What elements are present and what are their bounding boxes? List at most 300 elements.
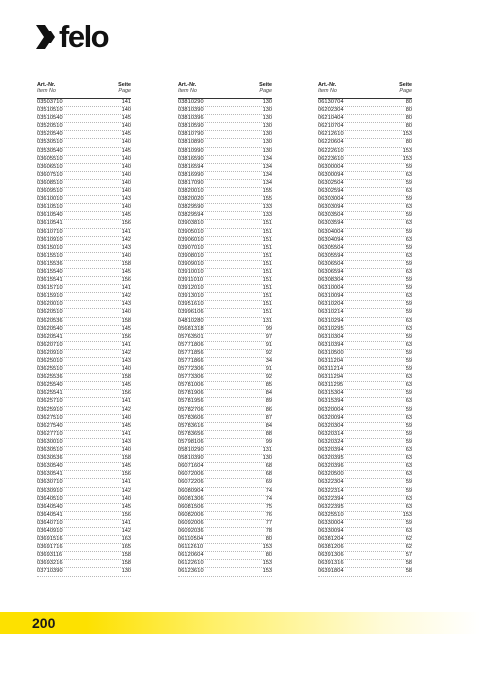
item-number: 03630710 <box>37 479 63 486</box>
page-reference: 59 <box>405 260 412 267</box>
table-row <box>37 196 131 204</box>
page-reference: 34 <box>265 358 272 364</box>
page-header-en: Page <box>118 88 131 94</box>
table-row <box>37 326 131 334</box>
table-row <box>178 496 272 504</box>
table-row <box>318 463 412 471</box>
page-header-de: Seite <box>399 82 412 88</box>
item-number: 03829594 <box>178 212 204 219</box>
table-row <box>318 285 412 293</box>
item-number: 03693116 <box>37 552 63 559</box>
item-number: 03607510 <box>37 171 63 178</box>
item-number: 03630536 <box>37 455 63 462</box>
page-reference: 63 <box>405 503 412 510</box>
table-row <box>178 334 272 342</box>
item-number: 03816590 <box>178 155 204 162</box>
item-number: 06072006 <box>178 471 204 478</box>
table-row <box>178 180 272 188</box>
page-reference: 140 <box>121 447 131 454</box>
item-number: 06303094 <box>318 204 344 211</box>
item-number: 03620510 <box>37 309 63 316</box>
table-row <box>178 188 272 196</box>
table-row <box>318 115 412 123</box>
item-number: 06304004 <box>318 228 344 235</box>
page-reference: 74 <box>265 487 272 494</box>
page-reference: 59 <box>405 163 412 170</box>
table-row <box>178 107 272 115</box>
item-number: 03911010 <box>178 277 204 284</box>
column-header <box>37 82 131 98</box>
table-row <box>318 318 412 326</box>
article-header-en: Item No <box>318 88 337 94</box>
item-number: 03905010 <box>178 228 204 235</box>
table-row <box>318 188 412 196</box>
table-row <box>37 342 131 350</box>
item-number: 06391316 <box>318 560 344 567</box>
table-row <box>178 374 272 382</box>
table-row <box>178 536 272 544</box>
index-column-2 <box>178 82 272 577</box>
item-number: 03615010 <box>37 244 63 251</box>
table-row <box>37 374 131 382</box>
page-reference: 141 <box>121 341 131 348</box>
item-number: 06302504 <box>318 179 344 186</box>
page-reference: 140 <box>121 171 131 178</box>
item-number: 06112610 <box>178 544 204 551</box>
table-row <box>178 196 272 204</box>
item-number: 03910010 <box>178 268 204 275</box>
table-row <box>178 261 272 269</box>
table-row <box>37 293 131 301</box>
table-row <box>37 350 131 358</box>
table-row <box>318 407 412 415</box>
page-reference: 130 <box>262 107 272 114</box>
page-reference: 153 <box>402 131 412 138</box>
item-number: 06071604 <box>178 463 204 470</box>
page-reference: 80 <box>405 115 412 122</box>
item-number: 06310394 <box>318 341 344 348</box>
page-reference: 151 <box>262 277 272 284</box>
item-number: 03630540 <box>37 463 63 470</box>
page-reference: 78 <box>265 527 272 534</box>
item-number: 06315394 <box>318 398 344 405</box>
item-number: 06212610 <box>318 131 344 138</box>
page-reference: 140 <box>121 107 131 114</box>
page-reference: 58 <box>405 560 412 567</box>
page-reference: 59 <box>405 519 412 526</box>
page-header-en: Page <box>259 88 272 94</box>
item-number: 03605510 <box>37 155 63 162</box>
table-row <box>318 107 412 115</box>
item-number: 03610710 <box>37 228 63 235</box>
page-reference: 63 <box>405 325 412 332</box>
item-number: 03610910 <box>37 236 63 243</box>
item-number: 06330094 <box>318 527 344 534</box>
footer-color-band <box>0 612 480 634</box>
item-number: 06320314 <box>318 430 344 437</box>
table-row <box>37 439 131 447</box>
item-number: 06306504 <box>318 260 344 267</box>
table-row <box>37 156 131 164</box>
table-row <box>318 172 412 180</box>
page-reference: 140 <box>121 414 131 421</box>
item-number: 03530540 <box>37 147 63 154</box>
item-number: 03510540 <box>37 115 63 122</box>
table-row <box>178 309 272 317</box>
table-row <box>318 455 412 463</box>
item-number: 05810290 <box>178 447 204 454</box>
item-number: 05771866 <box>178 358 204 364</box>
item-number: 06303004 <box>318 196 344 203</box>
item-number: 03625010 <box>37 358 63 364</box>
table-row <box>178 172 272 180</box>
brand-name: felo <box>59 19 109 54</box>
page-reference: 151 <box>262 268 272 275</box>
page-reference: 86 <box>265 406 272 413</box>
page-header <box>118 82 131 94</box>
table-row <box>178 366 272 374</box>
page-reference: 142 <box>121 293 131 300</box>
item-number: 03503710 <box>37 99 63 105</box>
table-row <box>318 536 412 544</box>
table-row <box>178 164 272 172</box>
table-row <box>318 471 412 479</box>
page-reference: 134 <box>262 179 272 186</box>
table-row <box>37 204 131 212</box>
table-row <box>318 342 412 350</box>
table-row <box>37 277 131 285</box>
table-row <box>178 123 272 131</box>
table-row <box>318 374 412 382</box>
item-number: 03640910 <box>37 527 63 534</box>
page-reference: 63 <box>405 455 412 462</box>
page-reference: 59 <box>405 333 412 340</box>
table-row <box>178 455 272 463</box>
table-row <box>37 318 131 326</box>
item-number: 05771856 <box>178 349 204 356</box>
item-number: 06330004 <box>318 519 344 526</box>
article-header-de: Art.-Nr. <box>37 82 56 88</box>
item-number: 03816594 <box>178 163 204 170</box>
index-column-3 <box>318 82 412 577</box>
item-number: 06311204 <box>318 358 344 364</box>
item-number: 05810390 <box>178 455 204 462</box>
column-header <box>318 82 412 98</box>
page-reference: 57 <box>405 552 412 559</box>
table-row <box>318 293 412 301</box>
table-row <box>37 115 131 123</box>
table-row <box>37 261 131 269</box>
table-row <box>318 277 412 285</box>
item-number: 06302594 <box>318 188 344 195</box>
item-number: 03710390 <box>37 568 63 575</box>
item-number: 03510510 <box>37 107 63 114</box>
page-reference: 145 <box>121 422 131 429</box>
page-reference: 59 <box>405 479 412 486</box>
page-reference: 140 <box>121 155 131 162</box>
table-row <box>178 447 272 455</box>
table-row <box>37 544 131 552</box>
table-row <box>37 398 131 406</box>
table-row <box>37 180 131 188</box>
page-reference: 63 <box>405 495 412 502</box>
page-reference: 91 <box>265 366 272 373</box>
table-row <box>37 407 131 415</box>
page-reference: 77 <box>265 519 272 526</box>
page-reference: 158 <box>121 560 131 567</box>
item-number: 05783606 <box>178 414 204 421</box>
index-column-1 <box>37 82 131 577</box>
page-reference: 59 <box>405 277 412 284</box>
page-reference: 140 <box>121 163 131 170</box>
table-row <box>178 358 272 366</box>
item-number: 05781956 <box>178 398 204 405</box>
page-reference: 63 <box>405 188 412 195</box>
item-number: 03810890 <box>178 139 204 146</box>
page-reference: 133 <box>262 204 272 211</box>
table-row <box>37 447 131 455</box>
page-reference: 134 <box>262 163 272 170</box>
item-number: 05772306 <box>178 366 204 373</box>
table-row <box>178 277 272 285</box>
item-number: 03810396 <box>178 115 204 122</box>
page-reference: 145 <box>121 268 131 275</box>
item-number: 03608510 <box>37 179 63 186</box>
page-reference: 151 <box>262 228 272 235</box>
article-header <box>318 82 337 94</box>
item-number: 05782706 <box>178 406 204 413</box>
page-reference: 85 <box>265 382 272 389</box>
page-reference: 80 <box>405 107 412 114</box>
item-number: 03627710 <box>37 430 63 437</box>
table-row <box>37 285 131 293</box>
page-reference: 142 <box>121 527 131 534</box>
table-row <box>37 237 131 245</box>
page-reference: 130 <box>262 455 272 462</box>
item-number: 06082006 <box>178 511 204 518</box>
page-reference: 63 <box>405 374 412 381</box>
page-reference: 158 <box>121 260 131 267</box>
item-number: 03810390 <box>178 107 204 114</box>
page-reference: 151 <box>262 252 272 259</box>
table-row <box>178 552 272 560</box>
page-reference: 156 <box>121 220 131 227</box>
page-reference: 151 <box>262 236 272 243</box>
page-reference: 153 <box>262 568 272 575</box>
table-row <box>37 520 131 528</box>
page-reference: 143 <box>121 244 131 251</box>
table-row <box>37 496 131 504</box>
table-row <box>318 261 412 269</box>
item-number: 06223610 <box>318 155 344 162</box>
table-row <box>178 229 272 237</box>
table-row <box>318 390 412 398</box>
item-number: 03640540 <box>37 503 63 510</box>
table-row <box>178 156 272 164</box>
table-row <box>37 528 131 536</box>
table-row <box>178 439 272 447</box>
table-row <box>318 439 412 447</box>
page-header-de: Seite <box>259 82 272 88</box>
table-row <box>178 269 272 277</box>
table-row <box>318 488 412 496</box>
table-row <box>178 342 272 350</box>
table-row <box>37 245 131 253</box>
item-number: 03620710 <box>37 341 63 348</box>
item-number: 06320395 <box>318 455 344 462</box>
item-number: 03640510 <box>37 495 63 502</box>
table-row <box>178 431 272 439</box>
page-reference: 68 <box>265 463 272 470</box>
page-reference: 92 <box>265 374 272 381</box>
item-number: 03912010 <box>178 285 204 292</box>
item-number: 03625540 <box>37 382 63 389</box>
item-number: 06080904 <box>178 487 204 494</box>
item-number: 03907010 <box>178 244 204 251</box>
page-header-de: Seite <box>118 82 131 88</box>
item-number: 03816990 <box>178 171 204 178</box>
page-reference: 156 <box>121 390 131 397</box>
page-reference: 80 <box>405 99 412 105</box>
page-reference: 80 <box>405 123 412 130</box>
page-reference: 156 <box>121 471 131 478</box>
page-reference: 63 <box>405 527 412 534</box>
table-row <box>37 269 131 277</box>
item-number: 03640541 <box>37 511 63 518</box>
page-reference: 145 <box>121 147 131 154</box>
item-number: 03906010 <box>178 236 204 243</box>
item-number: 06304094 <box>318 236 344 243</box>
table-row <box>178 398 272 406</box>
table-row <box>318 512 412 520</box>
table-row <box>37 212 131 220</box>
page-reference: 130 <box>262 147 272 154</box>
item-number: 06310500 <box>318 349 344 356</box>
item-number: 04810280 <box>178 317 204 324</box>
page-reference: 143 <box>121 301 131 308</box>
page-reference: 63 <box>405 471 412 478</box>
item-number: 06092036 <box>178 527 204 534</box>
table-row <box>318 350 412 358</box>
table-row <box>318 156 412 164</box>
page-reference: 143 <box>121 358 131 364</box>
item-number: 06310094 <box>318 293 344 300</box>
page-reference: 143 <box>121 196 131 203</box>
item-number: 06381206 <box>318 544 344 551</box>
table-row <box>318 99 412 107</box>
item-number: 03615540 <box>37 268 63 275</box>
table-row <box>318 204 412 212</box>
table-row <box>37 253 131 261</box>
page-reference: 141 <box>121 228 131 235</box>
item-number: 06391306 <box>318 552 344 559</box>
table-row <box>178 220 272 228</box>
table-row <box>37 504 131 512</box>
item-number: 06081306 <box>178 495 204 502</box>
table-row <box>37 164 131 172</box>
item-number: 06320004 <box>318 406 344 413</box>
item-number: 03903810 <box>178 220 204 227</box>
table-row <box>178 99 272 107</box>
item-number: 03691516 <box>37 536 63 543</box>
item-number: 06122610 <box>178 560 204 567</box>
table-row <box>318 220 412 228</box>
table-row <box>37 99 131 107</box>
page-reference: 153 <box>262 560 272 567</box>
item-number: 03520510 <box>37 123 63 130</box>
article-header-de: Art.-Nr. <box>318 82 337 88</box>
table-row <box>318 358 412 366</box>
item-number: 03620541 <box>37 333 63 340</box>
page-reference: 84 <box>265 390 272 397</box>
page-reference: 63 <box>405 341 412 348</box>
item-number: 06300004 <box>318 163 344 170</box>
page-reference: 131 <box>262 447 272 454</box>
item-number: 03625536 <box>37 374 63 381</box>
page-reference: 163 <box>121 536 131 543</box>
table-row <box>318 212 412 220</box>
page-reference: 59 <box>405 179 412 186</box>
table-row <box>178 204 272 212</box>
table-row <box>178 390 272 398</box>
page-reference: 165 <box>121 544 131 551</box>
page-reference: 153 <box>402 155 412 162</box>
item-number: 05681318 <box>178 325 204 332</box>
table-row <box>178 560 272 568</box>
page-reference: 140 <box>121 309 131 316</box>
item-number: 06381204 <box>318 536 344 543</box>
table-row <box>178 512 272 520</box>
felo-logo <box>36 19 109 54</box>
page-reference: 59 <box>405 309 412 316</box>
item-number: 06322394 <box>318 495 344 502</box>
page-reference: 156 <box>121 333 131 340</box>
page-reference: 97 <box>265 333 272 340</box>
page-reference: 143 <box>121 438 131 445</box>
page-reference: 84 <box>265 422 272 429</box>
page-reference: 80 <box>265 536 272 543</box>
item-number: 03829590 <box>178 204 204 211</box>
table-row <box>318 196 412 204</box>
table-row <box>37 552 131 560</box>
page-reference: 140 <box>121 252 131 259</box>
page-header <box>259 82 272 94</box>
page-reference: 63 <box>405 447 412 454</box>
table-row <box>37 172 131 180</box>
table-row <box>178 471 272 479</box>
item-number: 03630010 <box>37 438 63 445</box>
page-reference: 68 <box>265 471 272 478</box>
table-row <box>37 148 131 156</box>
table-row <box>37 220 131 228</box>
table-row <box>318 568 412 576</box>
table-row <box>318 245 412 253</box>
item-number: 06300094 <box>318 171 344 178</box>
page-reference: 130 <box>121 568 131 575</box>
table-row <box>318 528 412 536</box>
table-row <box>178 139 272 147</box>
item-number: 03615541 <box>37 277 63 284</box>
page-reference: 151 <box>262 309 272 316</box>
page-reference: 63 <box>405 204 412 211</box>
page-reference: 133 <box>262 212 272 219</box>
item-number: 06325510 <box>318 511 344 518</box>
page-reference: 63 <box>405 293 412 300</box>
item-number: 03610510 <box>37 204 63 211</box>
page-reference: 63 <box>405 398 412 405</box>
table-row <box>178 463 272 471</box>
page-reference: 141 <box>121 519 131 526</box>
